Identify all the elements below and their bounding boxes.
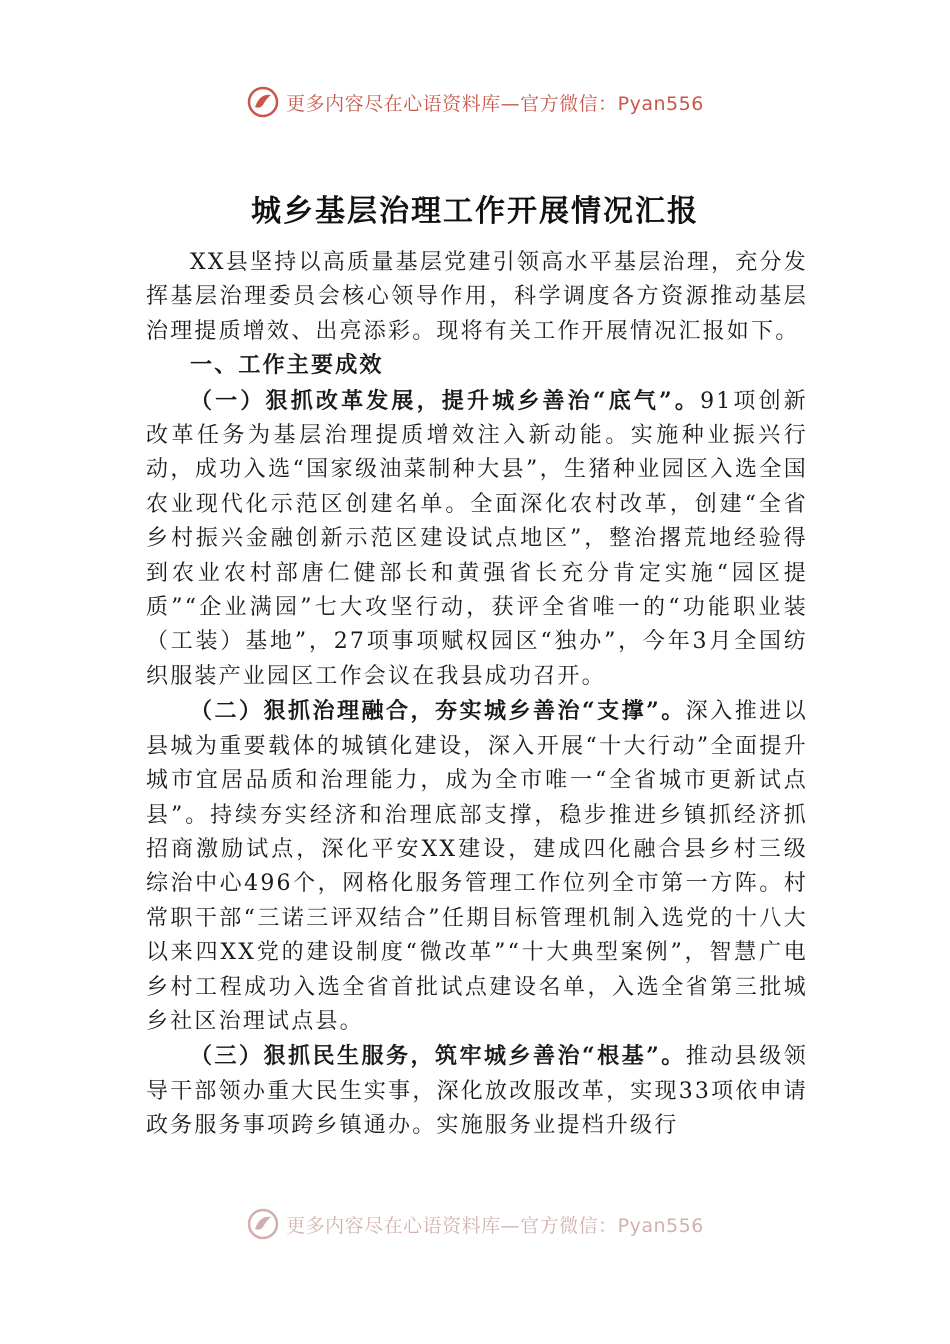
paragraph-3 [146, 1039, 808, 1143]
watermark-header [0, 82, 950, 122]
paragraph-1-lead: （一）狠抓改革发展，提升城乡善治“底气”。 [190, 387, 701, 414]
document-body [146, 246, 808, 1144]
logo-icon [246, 1207, 280, 1241]
paragraph-2-lead: （二）狠抓治理融合，夯实城乡善治“支撑”。 [190, 698, 686, 725]
intro-paragraph: XX县坚持以高质量基层党建引领高水平基层治理，充分发挥基层治理委员会核心领导作用，科学调度各方资源推动基层治理提质增效、出亮添彩。现将有关工作开展情况汇报如下。 [146, 250, 808, 344]
paragraph-3-lead: （三）狠抓民生服务，筑牢城乡善治“根基”。 [190, 1043, 686, 1070]
logo-icon [246, 85, 280, 119]
section-heading: 一、工作主要成效 [190, 353, 384, 379]
watermark-text: 更多内容尽在心语资料库—官方微信：Pyan556 [286, 1214, 704, 1237]
watermark-footer [0, 1204, 950, 1244]
paragraph-1-body: 91项创新改革任务为基层治理提质增效注入新动能。实施种业振兴行动，成功入选“国家级油菜制种大县”，生猪种业园区入选全国农业现代化示范区创建名单。全面深化农村改革，创建“全省乡村振兴金融创新示范区建设试点地区”，整治撂荒地经验得到农业农村部唐仁健部长和黄强省长充分肯定实施“园区提质”“企业满园”七大攻坚行动，获评全省唯一的“功能职业装（工装）基地”，27项事项赋权园区“独办”，今年3月全国纺织服装产业园区工作会议在我县成功召开。 [146, 388, 808, 689]
paragraph-2-body: 深入推进以县城为重要载体的城镇化建设，深入开展“十大行动”全面提升城市宜居品质和治理能力，成为全市唯一“全省城市更新试点县”。持续夯实经济和治理底部支撑，稳步推进乡镇抓经济抓招商激励试点，深化平安XX建设，建成四化融合县乡村三级综治中心496个，网格化服务管理工作位列全市第一方阵。村常职干部“三诺三评双结合”任期目标管理机制入选党的十八大以来四XX党的建设制度“微改革”“十大典型案例”，智慧广电乡村工程成功入选全省首批试点建设名单，入选全省第三批城乡社区治理试点县。 [146, 699, 808, 1034]
document-title: 城乡基层治理工作开展情况汇报 [251, 194, 699, 229]
watermark-text: 更多内容尽在心语资料库—官方微信：Pyan556 [286, 92, 704, 115]
paragraph-3-body: 推动县级领导干部领办重大民生实事，深化放改服改革，实现33项依申请政务服务事项跨乡镇通办。实施服务业提档升级行 [146, 1044, 808, 1139]
paragraph-2 [146, 694, 808, 1039]
paragraph-1 [146, 384, 808, 695]
